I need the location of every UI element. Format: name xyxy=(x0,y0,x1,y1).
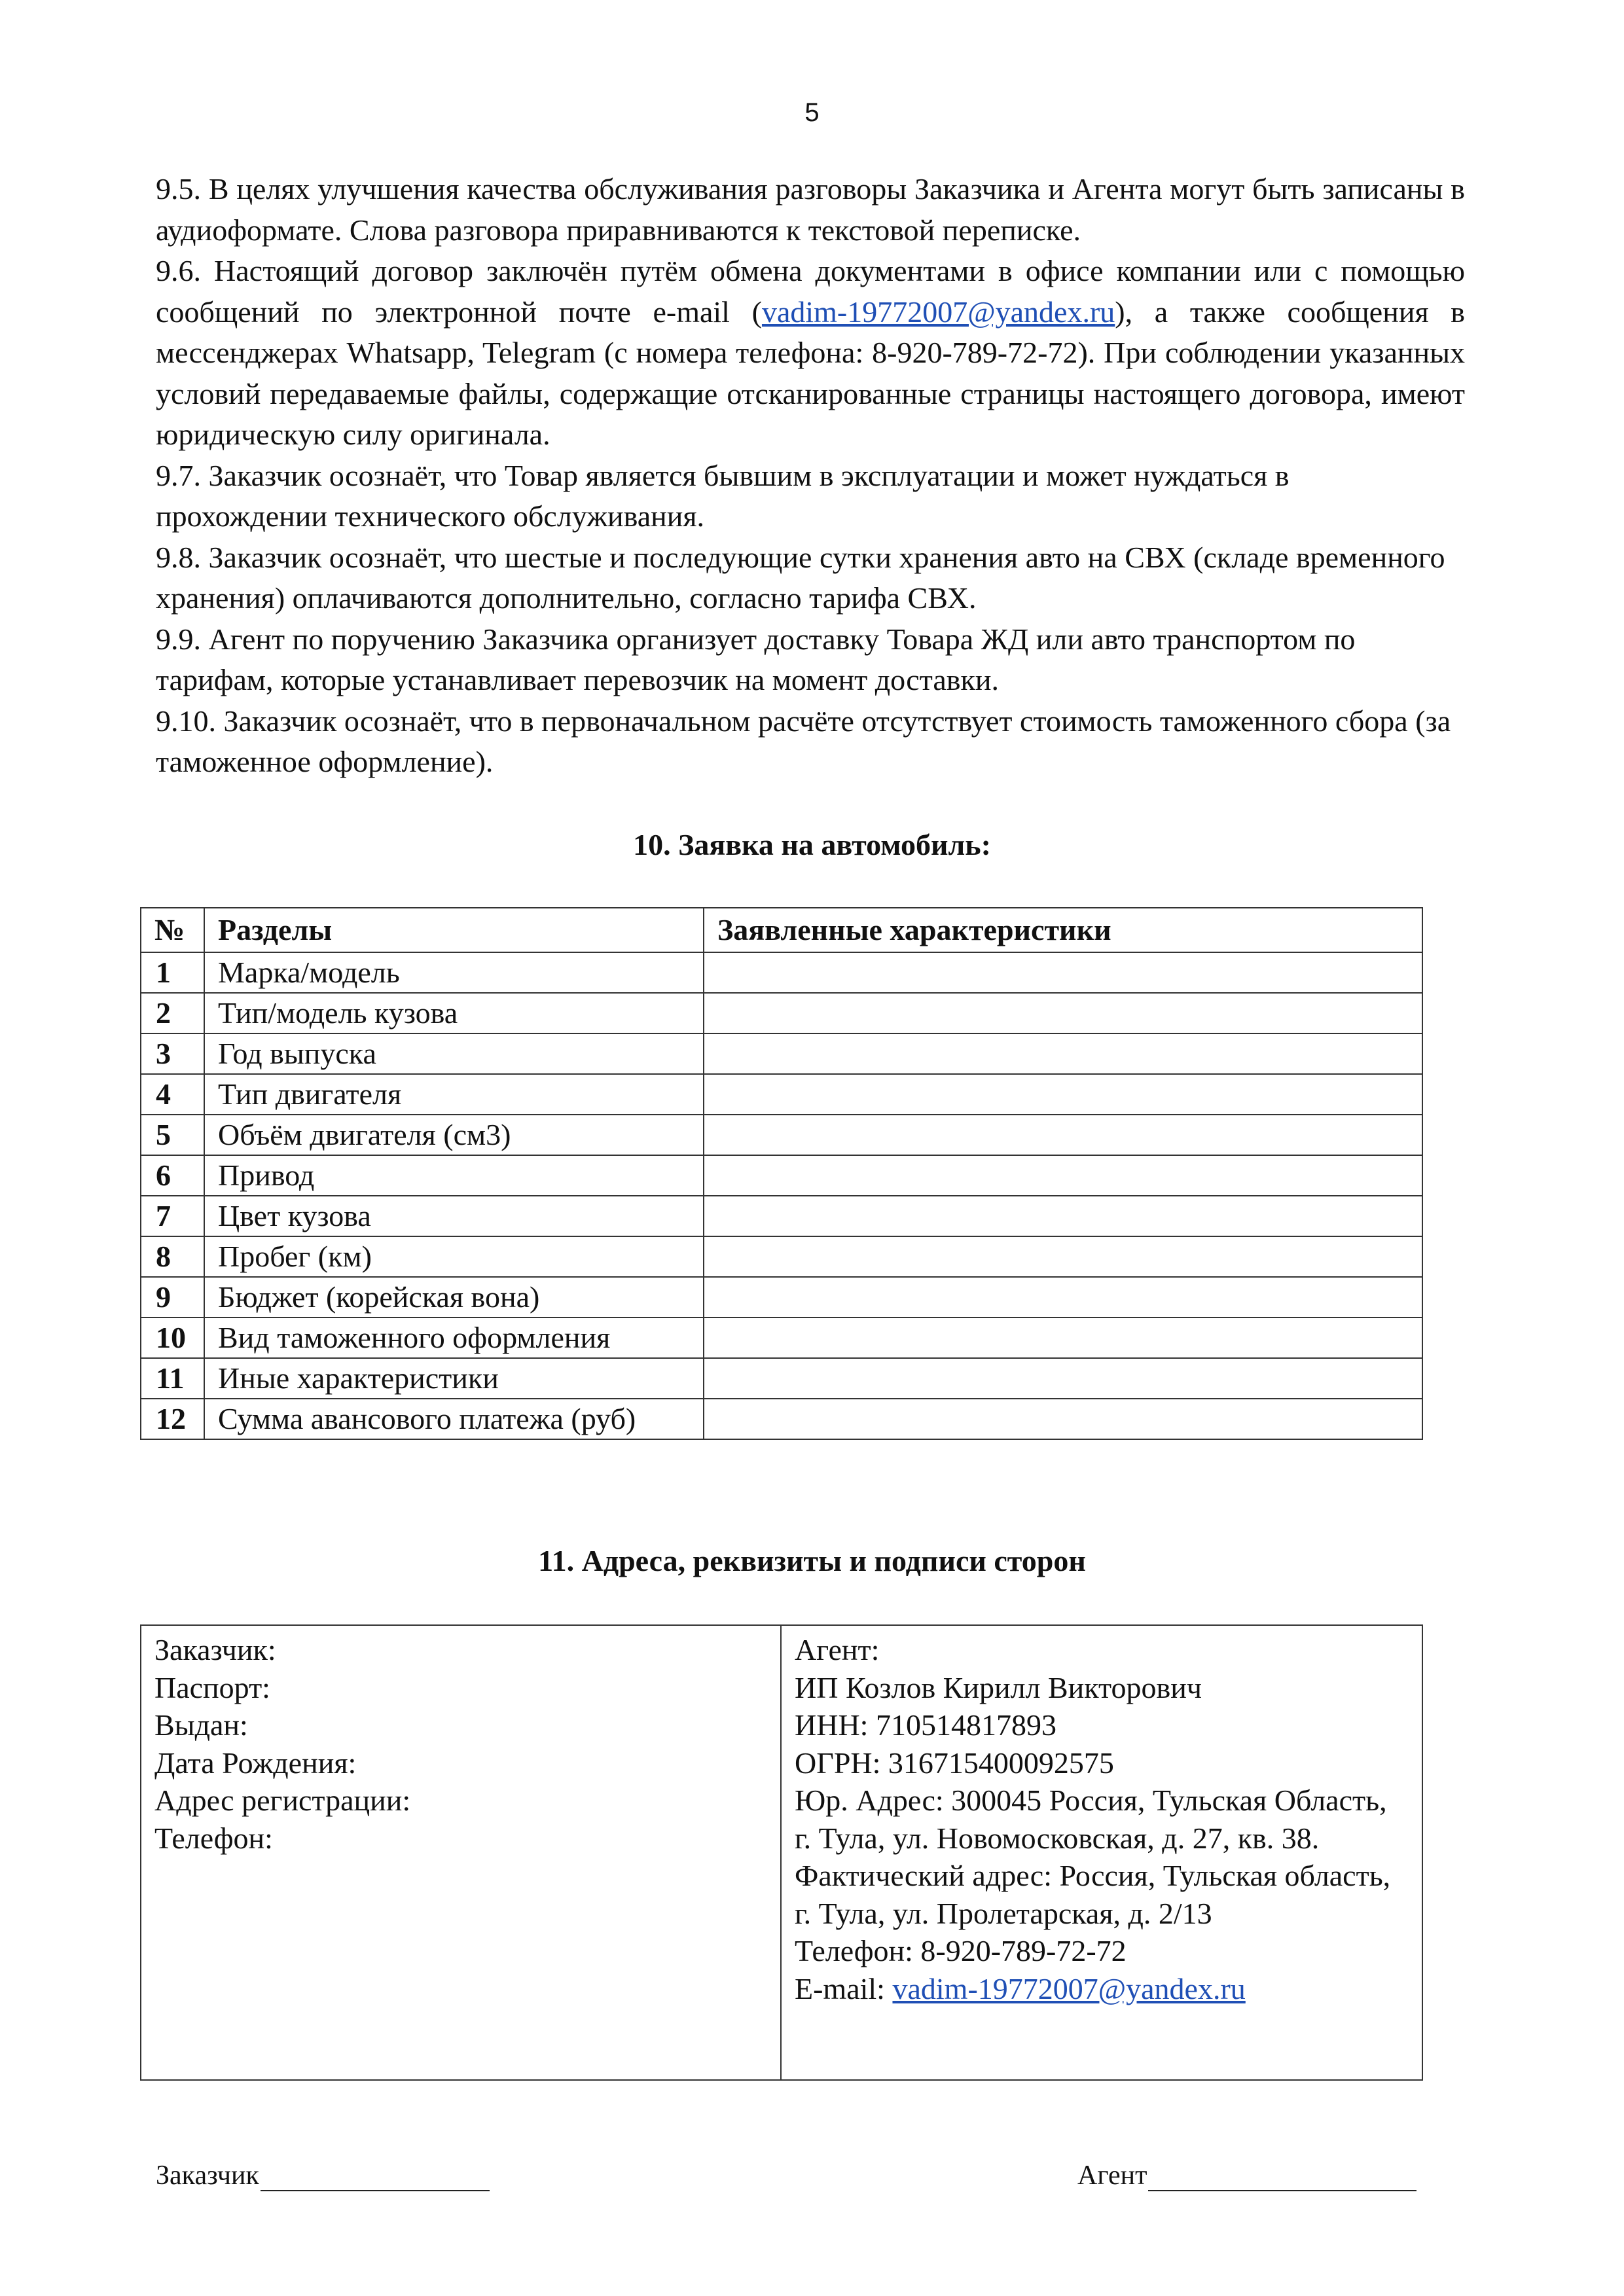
row-number: 6 xyxy=(141,1155,204,1196)
row-number: 1 xyxy=(141,952,204,993)
contract-clauses xyxy=(156,169,1465,783)
column-header-number: № xyxy=(141,908,204,952)
row-section-label: Тип/модель кузова xyxy=(204,993,704,1033)
row-number: 3 xyxy=(141,1033,204,1074)
clause-9-8: 9.8. Заказчик осознаёт, что шестые и последующие сутки хранения авто на СВХ (складе временного хранения) оплачиваются дополнительно, согласно тарифа СВХ. xyxy=(156,540,1445,615)
table-row xyxy=(141,1358,1422,1399)
agent-detail-line: ИНН: 710514817893 xyxy=(795,1708,1056,1742)
table-row xyxy=(141,1318,1422,1358)
row-number: 11 xyxy=(141,1358,204,1399)
row-section-label: Тип двигателя xyxy=(204,1074,704,1115)
row-value-cell[interactable] xyxy=(704,1115,1422,1155)
row-number: 7 xyxy=(141,1196,204,1236)
customer-detail-line: Телефон: xyxy=(154,1821,273,1855)
agent-detail-line: Фактический адрес: Россия, Тульская область, г. Тула, ул. Пролетарская, д. 2/13 xyxy=(795,1859,1391,1930)
clause-9-6 xyxy=(156,251,1465,456)
table-row xyxy=(141,1033,1422,1074)
section-10-title: 10. Заявка на автомобиль: xyxy=(633,828,991,861)
row-value-cell[interactable] xyxy=(704,1033,1422,1074)
row-number: 4 xyxy=(141,1074,204,1115)
row-section-label: Сумма авансового платежа (руб) xyxy=(204,1399,704,1439)
row-value-cell[interactable] xyxy=(704,993,1422,1033)
section-11-title: 11. Адреса, реквизиты и подписи сторон xyxy=(538,1544,1086,1577)
row-section-label: Год выпуска xyxy=(204,1033,704,1074)
row-section-label: Бюджет (корейская вона) xyxy=(204,1277,704,1318)
table-row xyxy=(141,1236,1422,1277)
customer-details-cell xyxy=(141,1626,782,2079)
agent-email-label: E-mail: xyxy=(795,1971,893,2005)
clause-9-10: 9.10. Заказчик осознаёт, что в первоначальном расчёте отсутствует стоимость таможенного сбора (за таможенное оформление). xyxy=(156,704,1451,778)
parties-details-table xyxy=(140,1624,1423,2081)
row-value-cell[interactable] xyxy=(704,952,1422,993)
agent-details-cell xyxy=(782,1626,1422,2079)
row-value-cell[interactable] xyxy=(704,1277,1422,1318)
agent-signature xyxy=(1077,2160,1416,2191)
table-row xyxy=(141,1277,1422,1318)
row-value-cell[interactable] xyxy=(704,1358,1422,1399)
clause-9-6-text-after: ), а также сообщения в мессенджерах Whatsapp, Telegram (с номера телефона: 8-920-789-72-72). При соблюдении указанных условий передаваемые файлы, содержащие отсканированные страницы настоящего договора, имеют юридическую силу оригинала. xyxy=(156,295,1466,451)
customer-detail-line: Паспорт: xyxy=(154,1670,270,1704)
car-request-table xyxy=(140,907,1423,1440)
row-section-label: Иные характеристики xyxy=(204,1358,704,1399)
column-header-characteristics: Заявленные характеристики xyxy=(704,908,1422,952)
signature-block xyxy=(156,2160,1426,2199)
row-number: 5 xyxy=(141,1115,204,1155)
row-section-label: Привод xyxy=(204,1155,704,1196)
row-section-label: Объём двигателя (см3) xyxy=(204,1115,704,1155)
clause-9-5: 9.5. В целях улучшения качества обслуживания разговоры Заказчика и Агента могут быть записаны в аудиоформате. Слова разговора приравниваются к текстовой переписке. xyxy=(156,172,1465,247)
agent-detail-line: ОГРН: 316715400092575 xyxy=(795,1746,1114,1780)
row-value-cell[interactable] xyxy=(704,1399,1422,1439)
row-value-cell[interactable] xyxy=(704,1318,1422,1358)
row-value-cell[interactable] xyxy=(704,1074,1422,1115)
customer-detail-line: Адрес регистрации: xyxy=(154,1784,411,1817)
customer-signature-line[interactable] xyxy=(261,2161,490,2191)
table-row xyxy=(141,1074,1422,1115)
agent-email-line xyxy=(795,1970,1409,2008)
page-number: 5 xyxy=(804,98,820,127)
row-section-label: Вид таможенного оформления xyxy=(204,1318,704,1358)
customer-signature-label: Заказчик xyxy=(156,2161,259,2191)
table-body xyxy=(141,952,1422,1439)
row-value-cell[interactable] xyxy=(704,1236,1422,1277)
table-row xyxy=(141,1115,1422,1155)
customer-detail-line: Дата Рождения: xyxy=(154,1746,357,1780)
column-header-sections: Разделы xyxy=(204,908,704,952)
agent-signature-line[interactable] xyxy=(1148,2161,1416,2191)
clause-9-7: 9.7. Заказчик осознаёт, что Товар является бывшим в эксплуатации и может нуждаться в прохождении технического обслуживания. xyxy=(156,458,1290,533)
agent-signature-label: Агент xyxy=(1077,2161,1147,2191)
row-number: 10 xyxy=(141,1318,204,1358)
row-section-label: Марка/модель xyxy=(204,952,704,993)
row-number: 2 xyxy=(141,993,204,1033)
customer-detail-line: Заказчик: xyxy=(154,1633,276,1666)
row-section-label: Пробег (км) xyxy=(204,1236,704,1277)
row-section-label: Цвет кузова xyxy=(204,1196,704,1236)
customer-detail-line: Выдан: xyxy=(154,1708,248,1742)
table-row xyxy=(141,1399,1422,1439)
clause-9-9: 9.9. Агент по поручению Заказчика организует доставку Товара ЖД или авто транспортом по тарифам, которые устанавливает перевозчик на момент доставки. xyxy=(156,622,1356,696)
agent-details-lines xyxy=(795,1631,1409,1970)
agent-detail-line: Юр. Адрес: 300045 Россия, Тульская Область, г. Тула, ул. Новомосковская, д. 27, кв. 38. xyxy=(795,1784,1387,1855)
table-row xyxy=(141,993,1422,1033)
table-row xyxy=(141,1155,1422,1196)
row-value-cell[interactable] xyxy=(704,1196,1422,1236)
agent-email-link[interactable]: vadim-19772007@yandex.ru xyxy=(892,1971,1246,2005)
row-value-cell[interactable] xyxy=(704,1155,1422,1196)
row-number: 8 xyxy=(141,1236,204,1277)
table-row xyxy=(141,1196,1422,1236)
agent-detail-line: ИП Козлов Кирилл Викторович xyxy=(795,1670,1202,1704)
agent-detail-line: Телефон: 8-920-789-72-72 xyxy=(795,1934,1127,1967)
row-number: 12 xyxy=(141,1399,204,1439)
email-link[interactable]: vadim-19772007@yandex.ru xyxy=(761,295,1115,329)
clause-9-6-text-before: 9.6. Настоящий договор заключён путём обмена документами в офисе компании или с помощью сообщений по электронной почте e-mail ( xyxy=(156,254,1465,329)
agent-detail-line: Агент: xyxy=(795,1633,880,1666)
table-header-row xyxy=(141,908,1422,952)
customer-signature xyxy=(156,2160,490,2191)
table-row xyxy=(141,952,1422,993)
row-number: 9 xyxy=(141,1277,204,1318)
